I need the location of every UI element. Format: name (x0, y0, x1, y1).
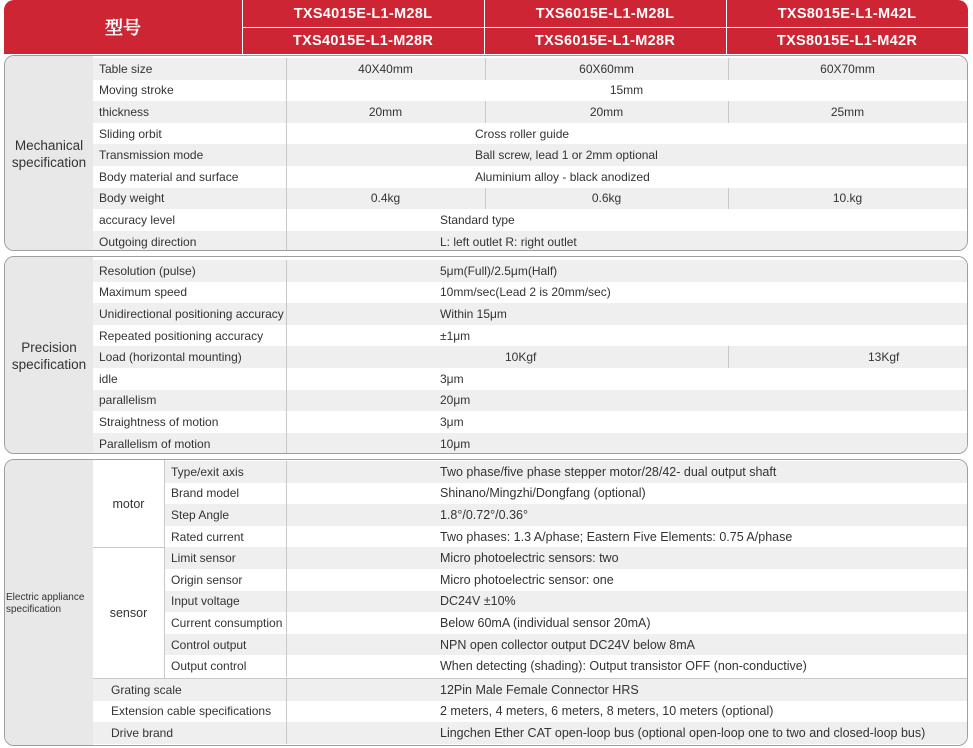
row-label: Parallelism of motion (99, 436, 211, 451)
section-title: Precision specification (5, 257, 93, 454)
row-label: Transmission mode (99, 148, 204, 163)
model-name: TXS8015E-L1-M42R (776, 32, 918, 49)
table-row (93, 209, 967, 231)
cell-value: 40X40mm (358, 61, 413, 76)
cell-value: Shinano/Mingzhi/Dongfang (optional) (440, 486, 646, 501)
cell-value: Two phase/five phase stepper motor/28/42- dual output shaft (440, 464, 777, 479)
row-label: Body material and surface (99, 169, 239, 184)
cell-value: When detecting (shading): Output transistor OFF (non-conductive) (440, 659, 807, 674)
table-row (93, 655, 967, 677)
row-label: Resolution (pulse) (99, 263, 196, 278)
row-label: Table size (99, 61, 153, 76)
table-row (93, 80, 967, 102)
model-name: TXS4015E-L1-M28R (292, 32, 434, 49)
cell-value: 13Kgf (868, 350, 900, 365)
table-row (93, 101, 967, 123)
table-row (93, 722, 967, 744)
row-label: Step Angle (171, 507, 230, 522)
cell-value: 60X60mm (579, 61, 634, 76)
electric-section (4, 459, 968, 746)
row-label: accuracy level (99, 212, 176, 227)
cell-value: 20mm (368, 104, 403, 119)
cell-value: 10Kgf (505, 350, 537, 365)
cell-value: Micro photoelectric sensors: two (440, 551, 619, 566)
table-row (93, 411, 967, 433)
row-label: Type/exit axis (171, 464, 244, 479)
group-divider (93, 678, 968, 679)
model-name: TXS8015E-L1-M42L (777, 5, 917, 22)
section-title: Mechanical specification (5, 56, 93, 251)
mechanical-section (4, 55, 968, 251)
table-row (93, 483, 967, 505)
cell-value: 10mm/sec(Lead 2 is 20mm/sec) (440, 285, 611, 300)
row-label: parallelism (99, 393, 157, 408)
cell-value: 20mm (589, 104, 624, 119)
row-label: Extension cable specifications (111, 704, 272, 719)
model-name: TXS4015E-L1-M28L (293, 5, 433, 22)
table-row (93, 634, 967, 656)
table-row (93, 231, 967, 251)
row-label: Repeated positioning accuracy (99, 328, 264, 343)
group-divider (93, 547, 165, 548)
row-label: Control output (171, 637, 247, 652)
row-label: Drive brand (111, 725, 174, 740)
cell-value: 10μm (440, 436, 471, 451)
table-row (93, 701, 967, 723)
cell-value: Micro photoelectric sensor: one (440, 572, 614, 587)
row-label: idle (99, 371, 118, 386)
cell-value: 60X70mm (820, 61, 875, 76)
model-name: TXS6015E-L1-M28R (534, 32, 676, 49)
model-header-label: 型号 (105, 18, 141, 38)
cell-value: 3μm (440, 414, 464, 429)
table-row (93, 569, 967, 591)
cell-value: ±1μm (440, 328, 471, 343)
cell-value: 3μm (440, 371, 464, 386)
table-row (93, 58, 967, 80)
table-row (93, 325, 967, 347)
cell-value: 2 meters, 4 meters, 6 meters, 8 meters, 10 meters (optional) (440, 704, 774, 719)
cell-value: 12Pin Male Female Connector HRS (440, 682, 639, 697)
cell-value: DC24V ±10% (440, 594, 516, 609)
row-label: Outgoing direction (99, 234, 197, 249)
table-header (4, 0, 968, 54)
row-label: Unidirectional positioning accuracy (99, 306, 284, 321)
table-row (93, 612, 967, 634)
table-row (93, 144, 967, 166)
sensor-group-label: sensor (93, 548, 165, 678)
cell-value: Within 15μm (440, 306, 507, 321)
table-row (93, 260, 967, 282)
table-row (93, 547, 967, 569)
table-row (93, 461, 967, 483)
model-name: TXS6015E-L1-M28L (535, 5, 675, 22)
cell-value: Aluminium alloy - black anodized (475, 169, 650, 184)
cell-value: 0.6kg (591, 191, 622, 206)
table-row (93, 591, 967, 613)
cell-value: Two phases: 1.3 A/phase; Eastern Five Elements: 0.75 A/phase (440, 529, 793, 544)
table-row (93, 526, 967, 548)
row-label: Body weight (99, 191, 165, 206)
model-column-2 (484, 0, 726, 54)
cell-value: 1.8°/0.72°/0.36° (440, 507, 528, 522)
row-label: Brand model (171, 486, 240, 501)
cell-value: Ball screw, lead 1 or 2mm optional (475, 148, 658, 163)
row-label: Grating scale (111, 682, 182, 697)
row-label: Current consumption (171, 615, 283, 630)
cell-value: L: left outlet R: right outlet (440, 234, 577, 249)
cell-value: 25mm (830, 104, 865, 119)
table-row (93, 390, 967, 412)
cell-value: NPN open collector output DC24V below 8mA (440, 637, 695, 652)
row-label: thickness (99, 104, 150, 119)
cell-value: 0.4kg (370, 191, 401, 206)
table-row (93, 166, 967, 188)
row-label: Origin sensor (171, 572, 243, 587)
table-row (93, 433, 967, 454)
table-row (93, 679, 967, 701)
cell-value: Lingchen Ether CAT open-loop bus (optional open-loop one to two and closed-loop bus) (440, 725, 926, 740)
table-row (93, 368, 967, 390)
model-column-3 (726, 0, 968, 54)
row-label: Input voltage (171, 594, 240, 609)
precision-section (4, 256, 968, 454)
table-row (93, 346, 967, 368)
row-label: Moving stroke (99, 83, 174, 98)
model-column-1 (242, 0, 484, 54)
table-row (93, 123, 967, 145)
cell-value: 20μm (440, 393, 471, 408)
row-label: Load (horizontal mounting) (99, 350, 242, 365)
motor-group-label: motor (93, 460, 165, 547)
cell-value: 10.kg (832, 191, 863, 206)
table-row (93, 303, 967, 325)
row-label: Rated current (171, 529, 244, 544)
row-label: Sliding orbit (99, 126, 162, 141)
row-label: Straightness of motion (99, 414, 219, 429)
table-row (93, 282, 967, 304)
cell-value: Cross roller guide (475, 126, 570, 141)
section-title: Electric appliance specification (5, 460, 93, 746)
table-row (93, 504, 967, 526)
cell-value: Below 60mA (individual sensor 20mA) (440, 615, 651, 630)
cell-value: 15mm (609, 83, 644, 98)
table-row (93, 188, 967, 210)
cell-value: Standard type (440, 212, 515, 227)
row-label: Output control (171, 659, 247, 674)
cell-value: 5μm(Full)/2.5μm(Half) (440, 263, 558, 278)
row-label: Limit sensor (171, 551, 236, 566)
row-label: Maximum speed (99, 285, 188, 300)
